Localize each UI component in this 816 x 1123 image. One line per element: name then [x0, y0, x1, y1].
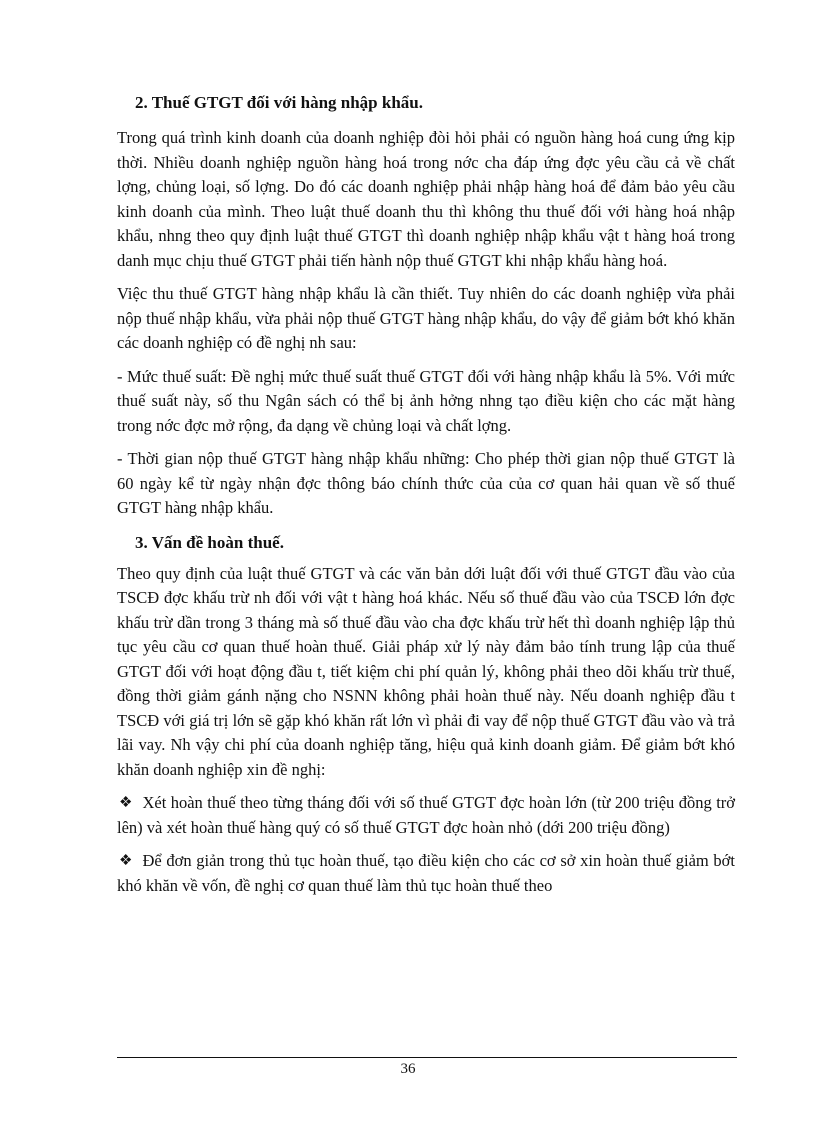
paragraph-import-necessity: Việc thu thuế GTGT hàng nhập khẩu là cần thiết. Tuy nhiên do các doanh nghiệp vừa phải nộp thuế nhập khẩu, vừa phải nộp thuế GTGT hàng nhập khẩu, do vậy để giảm bớt khó khăn các doanh nghiệp có đề nghị nh sau:: [117, 284, 735, 352]
diamond-bullet-icon: ❖: [119, 853, 133, 869]
bullet-item-simplify-procedure: [117, 849, 735, 898]
paragraph-tax-rate: - Mức thuế suất: Đề nghị mức thuế suất thuế GTGT đối với hàng nhập khẩu là 5%. Với mức thuế suất này, số thu Ngân sách có thể bị ảnh hởng nhng tạo điều kiện cho các mặt hàng trong nớc đợc mở rộng, đa dạng về chủng loại và chất lợng.: [117, 366, 735, 435]
paragraph-import-intro: Trong quá trình kinh doanh của doanh nghiệp đòi hỏi phải có nguồn hàng hoá cung ứng kịp thời. Nhiều doanh nghiệp nguồn hàng hoá trong nớc cha đáp ứng đợc yêu cầu cả về chất lợng, chủng loại, số lợng. Do đó các doanh nghiệp phải nhập hàng hoá để đảm bảo yêu cầu kinh doanh của mình. Theo luật thuế doanh thu thì không thu thuế đối với hàng hoá nhập khẩu, nhng theo quy định luật thuế GTGT thì doanh nghiệp nhập khẩu vật t hàng hoá trong danh mục chịu thuế GTGT phải tiến hành nộp thuế GTGT khi nhập khẩu hàng hoá.: [117, 128, 735, 270]
document-page: [117, 90, 735, 907]
section-heading-2: 2. Thuế GTGT đối với hàng nhập khẩu.: [135, 93, 424, 112]
paragraph-payment-time: - Thời gian nộp thuế GTGT hàng nhập khẩu những: Cho phép thời gian nộp thuế GTGT là 60 ngày kể từ ngày nhận đợc thông báo chính thức của của cơ quan hải quan về số thuế GTGT hàng nhập khẩu.: [117, 449, 735, 517]
paragraph-refund: Theo quy định của luật thuế GTGT và các văn bản dới luật đối với thuế GTGT đầu vào của TSCĐ đợc khấu trừ nh đối với vật t hàng hoá khác. Nếu số thuế đầu vào của TSCĐ lớn đợc khấu trừ dần trong 3 tháng mà số thuế đầu vào cha đợc khấu trừ hết thì doanh nghiệp lập thủ tục yêu cầu cơ quan thuế hoàn thuế. Giải pháp xử lý này đảm bảo tính trung lập của thuế GTGT đối với hoạt động đầu t, tiết kiệm chi phí quản lý, không phải theo dõi khấu trừ thuế, đồng thời giảm gánh nặng cho NSNN không phải hoàn thuế này. Nếu doanh nghiệp đầu t TSCĐ với giá trị lớn sẽ gặp khó khăn rất lớn vì phải đi vay để nộp thuế GTGT đầu vào và trả lãi vay. Nh vậy chi phí của doanh nghiệp tăng, hiệu quả kinh doanh giảm. Để giảm bớt khó khăn doanh nghiệp xin đề nghị:: [117, 563, 735, 779]
footer-divider: [117, 1057, 737, 1058]
bullet-item-monthly-refund: [117, 791, 735, 840]
bullet-text: Xét hoàn thuế theo từng tháng đối với số thuế GTGT đợc hoàn lớn (từ 200 triệu đồng trở lên) và xét hoàn thuế hàng quý có số thuế GTGT đợc hoàn nhỏ (dới 200 triệu đồng): [117, 793, 735, 837]
diamond-bullet-icon: ❖: [119, 795, 133, 811]
page-number: 36: [400, 1061, 416, 1077]
bullet-text: Để đơn giản trong thủ tục hoàn thuế, tạo điều kiện cho các cơ sở xin hoàn thuế giảm bớt khó khăn về vốn, đề nghị cơ quan thuế làm thủ tục hoàn thuế theo: [117, 851, 735, 895]
section-heading-3: 3. Vấn đề hoàn thuế.: [135, 532, 284, 552]
